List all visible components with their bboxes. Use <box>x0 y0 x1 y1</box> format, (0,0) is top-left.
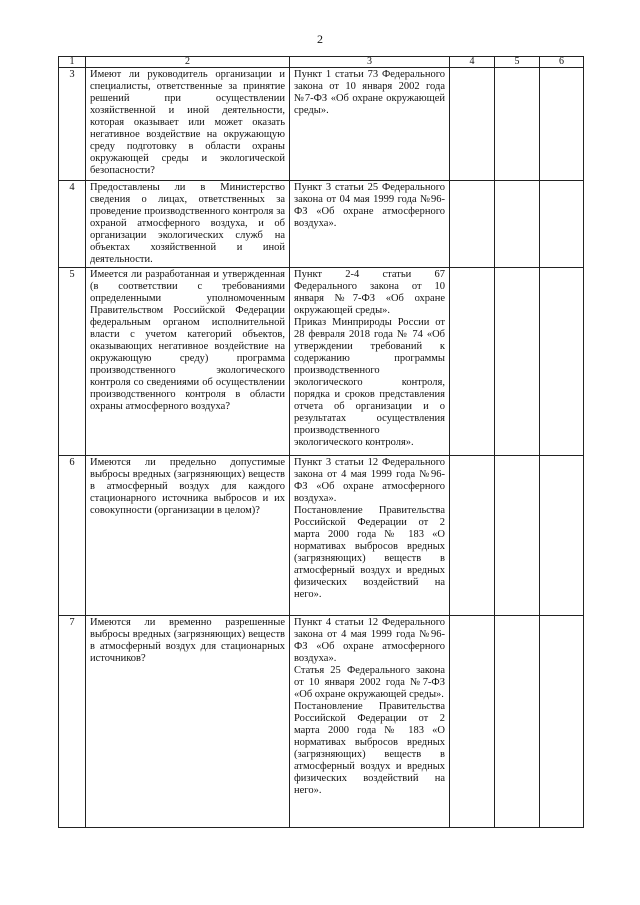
question-cell: Имеются ли предельно допустимые выбросы вредных (загрязняющих) веществ в атмосферный воздух для каждого стационарного источника выбросов и их совокупности (организации в целом)? <box>86 456 290 616</box>
legal-reference: Статья 25 Федерального закона от 10 января 2002 года №7-ФЗ «Об охране окружающей среды». <box>294 665 445 700</box>
legal-reference: Постановление Правительства Российской Федерации от 2 марта 2000 года № 183 «О нормативах выбросов вредных (загрязняющих) веществ в атмосферный воздух и вредных физических воздействий на него». <box>294 701 445 796</box>
answer-cell-na <box>540 616 584 828</box>
legal-reference: Пункт 3 статьи 25 Федерального закона от 04 мая 1999 года №96-ФЗ «Об охране атмосферного воздуха». <box>294 182 445 229</box>
legal-reference-cell <box>290 181 450 268</box>
answer-cell-na <box>540 68 584 181</box>
answer-cell-yes <box>450 616 495 828</box>
column-number: 5 <box>495 57 540 68</box>
table-row <box>59 68 584 181</box>
legal-reference: Постановление Правительства Российской Федерации от 2 марта 2000 года № 183 «О нормативах выбросов вредных (загрязняющих) веществ в атмосферный воздух и вредных физических воздействий на него». <box>294 505 445 600</box>
table-row <box>59 616 584 828</box>
legal-reference: Приказ Минприроды России от 28 февраля 2018 года № 74 «Об утверждении требований к содержанию программы производственного экологического контроля, порядка и сроков представления отчета об организации и о результатах осуществления производственного экологического контроля». <box>294 317 445 448</box>
answer-cell-na <box>540 181 584 268</box>
answer-cell-yes <box>450 68 495 181</box>
legal-reference-cell <box>290 616 450 828</box>
column-number: 4 <box>450 57 495 68</box>
legal-reference-cell <box>290 68 450 181</box>
legal-reference: Пункт 4 статьи 12 Федерального закона от 4 мая 1999 года №96-ФЗ «Об охране атмосферного воздуха». <box>294 617 445 664</box>
row-number: 4 <box>59 181 86 268</box>
table-row <box>59 268 584 456</box>
legal-reference: Пункт 2-4 статьи 67 Федерального закона от 10 января №7-ФЗ «Об охране окружающей среды». <box>294 269 445 316</box>
column-number: 1 <box>59 57 86 68</box>
legal-reference: Пункт 1 статьи 73 Федерального закона от 10 января 2002 года №7-ФЗ «Об охране окружающей среды». <box>294 69 445 116</box>
answer-cell-yes <box>450 456 495 616</box>
row-number: 5 <box>59 268 86 456</box>
page-number: 2 <box>317 32 323 46</box>
answer-cell-yes <box>450 268 495 456</box>
column-number: 2 <box>86 57 290 68</box>
table-row <box>59 456 584 616</box>
legal-reference: Пункт 3 статьи 12 Федерального закона от 4 мая 1999 года №96-ФЗ «Об охране атмосферного воздуха». <box>294 457 445 504</box>
column-number-row <box>59 57 584 68</box>
checklist-table <box>58 56 584 828</box>
answer-cell-no <box>495 616 540 828</box>
answer-cell-no <box>495 268 540 456</box>
question-cell: Предоставлены ли в Министерство сведения о лицах, ответственных за проведение производственного контроля за охраной атмосферного воздуха, и об организации экологических служб на объектах хозяйственной и иной деятельности. <box>86 181 290 268</box>
column-number: 6 <box>540 57 584 68</box>
answer-cell-no <box>495 181 540 268</box>
answer-cell-no <box>495 456 540 616</box>
column-number: 3 <box>290 57 450 68</box>
answer-cell-na <box>540 456 584 616</box>
legal-reference-cell <box>290 268 450 456</box>
row-number: 7 <box>59 616 86 828</box>
question-cell: Имеется ли разработанная и утвержденная (в соответствии с требованиями определенными уполномоченным Правительством Российской Федерации федеральным органом исполнительной власти с учетом категорий объектов, оказывающих негативное воздействие на окружающую среду) программа производственного экологического контроля со сведениями об осуществлении производственного контроля в области охраны атмосферного воздуха? <box>86 268 290 456</box>
answer-cell-na <box>540 268 584 456</box>
answer-cell-yes <box>450 181 495 268</box>
question-cell: Имеют ли руководитель организации и специалисты, ответственные за принятие решений при осуществлении хозяйственной и иной деятельности, которая оказывает или может оказать негативное воздействие на окружающую среду подготовку в области охраны окружающей среды и экологической безопасности? <box>86 68 290 181</box>
legal-reference-cell <box>290 456 450 616</box>
row-number: 3 <box>59 68 86 181</box>
row-number: 6 <box>59 456 86 616</box>
answer-cell-no <box>495 68 540 181</box>
table-row <box>59 181 584 268</box>
question-cell: Имеются ли временно разрешенные выбросы вредных (загрязняющих) веществ в атмосферный воздух для стационарных источников? <box>86 616 290 828</box>
